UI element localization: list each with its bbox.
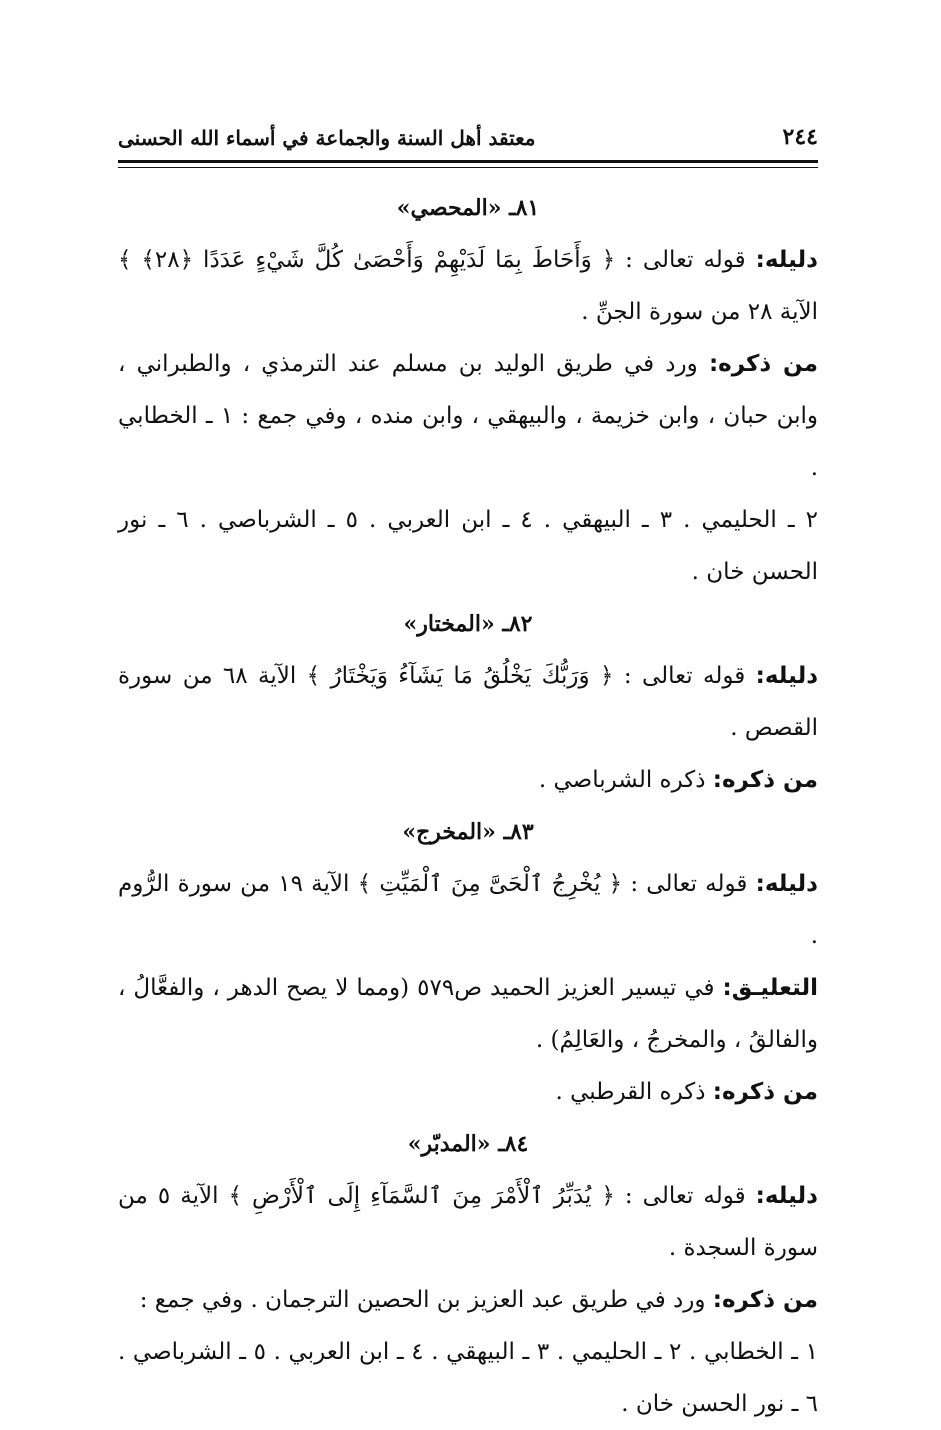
mentioned-by-paragraph [118,1066,818,1118]
mentioned-by-label: من ذكره: [712,1079,818,1105]
evidence-text: قوله تعالى : ﴿ وَرَبُّكَ يَخْلُقُ مَا يَشَآءُ وَيَخْتَارُ ﴾ الآية ٦٨ من سورة القصص . [118,663,818,741]
page-number: ٢٤٤ [782,124,818,150]
mentioned-by-list: ١ ـ الخطابي . ٢ ـ الحليمي . ٣ ـ البيهقي . ٤ ـ ابن العربي . ٥ ـ الشرباصي . ٦ ـ نور الحسن خان . [118,1339,818,1417]
evidence-label: دليله: [755,663,819,689]
commentary-text: في تيسير العزيز الحميد ص٥٧٩ (ومما لا يصح الدهر ، والفعَّالُ ، والفالقُ ، والمخرجُ ، والعَالِمُ) . [118,975,818,1053]
evidence-paragraph [118,858,818,962]
evidence-label: دليله: [755,871,818,897]
mentioned-by-label: من ذكره: [708,351,818,377]
evidence-text: قوله تعالى : ﴿ يُخْرِجُ ٱلْحَىَّ مِنَ ٱلْمَيِّتِ ﴾ الآية ١٩ من سورة الرُّوم . [118,871,818,949]
header-rule-thick [118,160,818,163]
commentary-paragraph [118,962,818,1066]
section-heading: ٨٣ـ «المخرج» [402,819,534,845]
header-rule-thin [118,167,818,168]
mentioned-by-text: ورد في طريق الوليد بن مسلم عند الترمذي ، والطبراني ، وابن حبان ، وابن خزيمة ، والبيهقي ، وابن منده ، وفي جمع : ١ ـ الخطابي . [118,351,818,481]
mentioned-by-label: من ذكره: [712,1287,818,1313]
mentioned-by-text: ورد في طريق عبد العزيز بن الحصين الترجمان . وفي جمع : [139,1287,706,1313]
mentioned-by-list: ٢ ـ الحليمي . ٣ ـ البيهقي . ٤ ـ ابن العربي . ٥ ـ الشرباصي . ٦ ـ نور الحسن خان . [118,507,818,585]
mentioned-by-paragraph [118,338,818,494]
section-heading: ٨٤ـ «المدبّر» [407,1131,529,1157]
page-body [118,182,818,1430]
mentioned-by-text: ذكره القرطبي . [555,1079,706,1105]
evidence-paragraph [118,1170,818,1274]
evidence-paragraph [118,234,818,338]
evidence-text: قوله تعالى : ﴿ يُدَبِّرُ ٱلْأَمْرَ مِنَ ٱلسَّمَآءِ إِلَى ٱلْأَرْضِ ﴾ الآية ٥ من سورة السجدة . [118,1183,818,1261]
mentioned-by-label: من ذكره: [712,767,818,793]
mentioned-by-paragraph [118,754,818,806]
evidence-label: دليله: [755,247,818,273]
commentary-label: التعليـق: [722,975,818,1001]
section-heading: ٨١ـ «المحصي» [396,195,540,221]
section-heading: ٨٢ـ «المختار» [403,611,533,637]
page-header [118,118,818,158]
mentioned-by-text: ذكره الشرباصي . [538,767,706,793]
evidence-paragraph [118,650,818,754]
evidence-text: قوله تعالى : ﴿ وَأَحَاطَ بِمَا لَدَيْهِمْ وَأَحْصَىٰ كُلَّ شَيْءٍ عَدَدًا ﴿٢٨﴾ ﴾ الآية ٢٨ من سورة الجنِّ . [118,247,818,325]
evidence-label: دليله: [755,1183,818,1209]
mentioned-by-paragraph [118,1274,818,1326]
book-title: معتقد أهل السنة والجماعة في أسماء الله الحسنى [118,126,536,150]
